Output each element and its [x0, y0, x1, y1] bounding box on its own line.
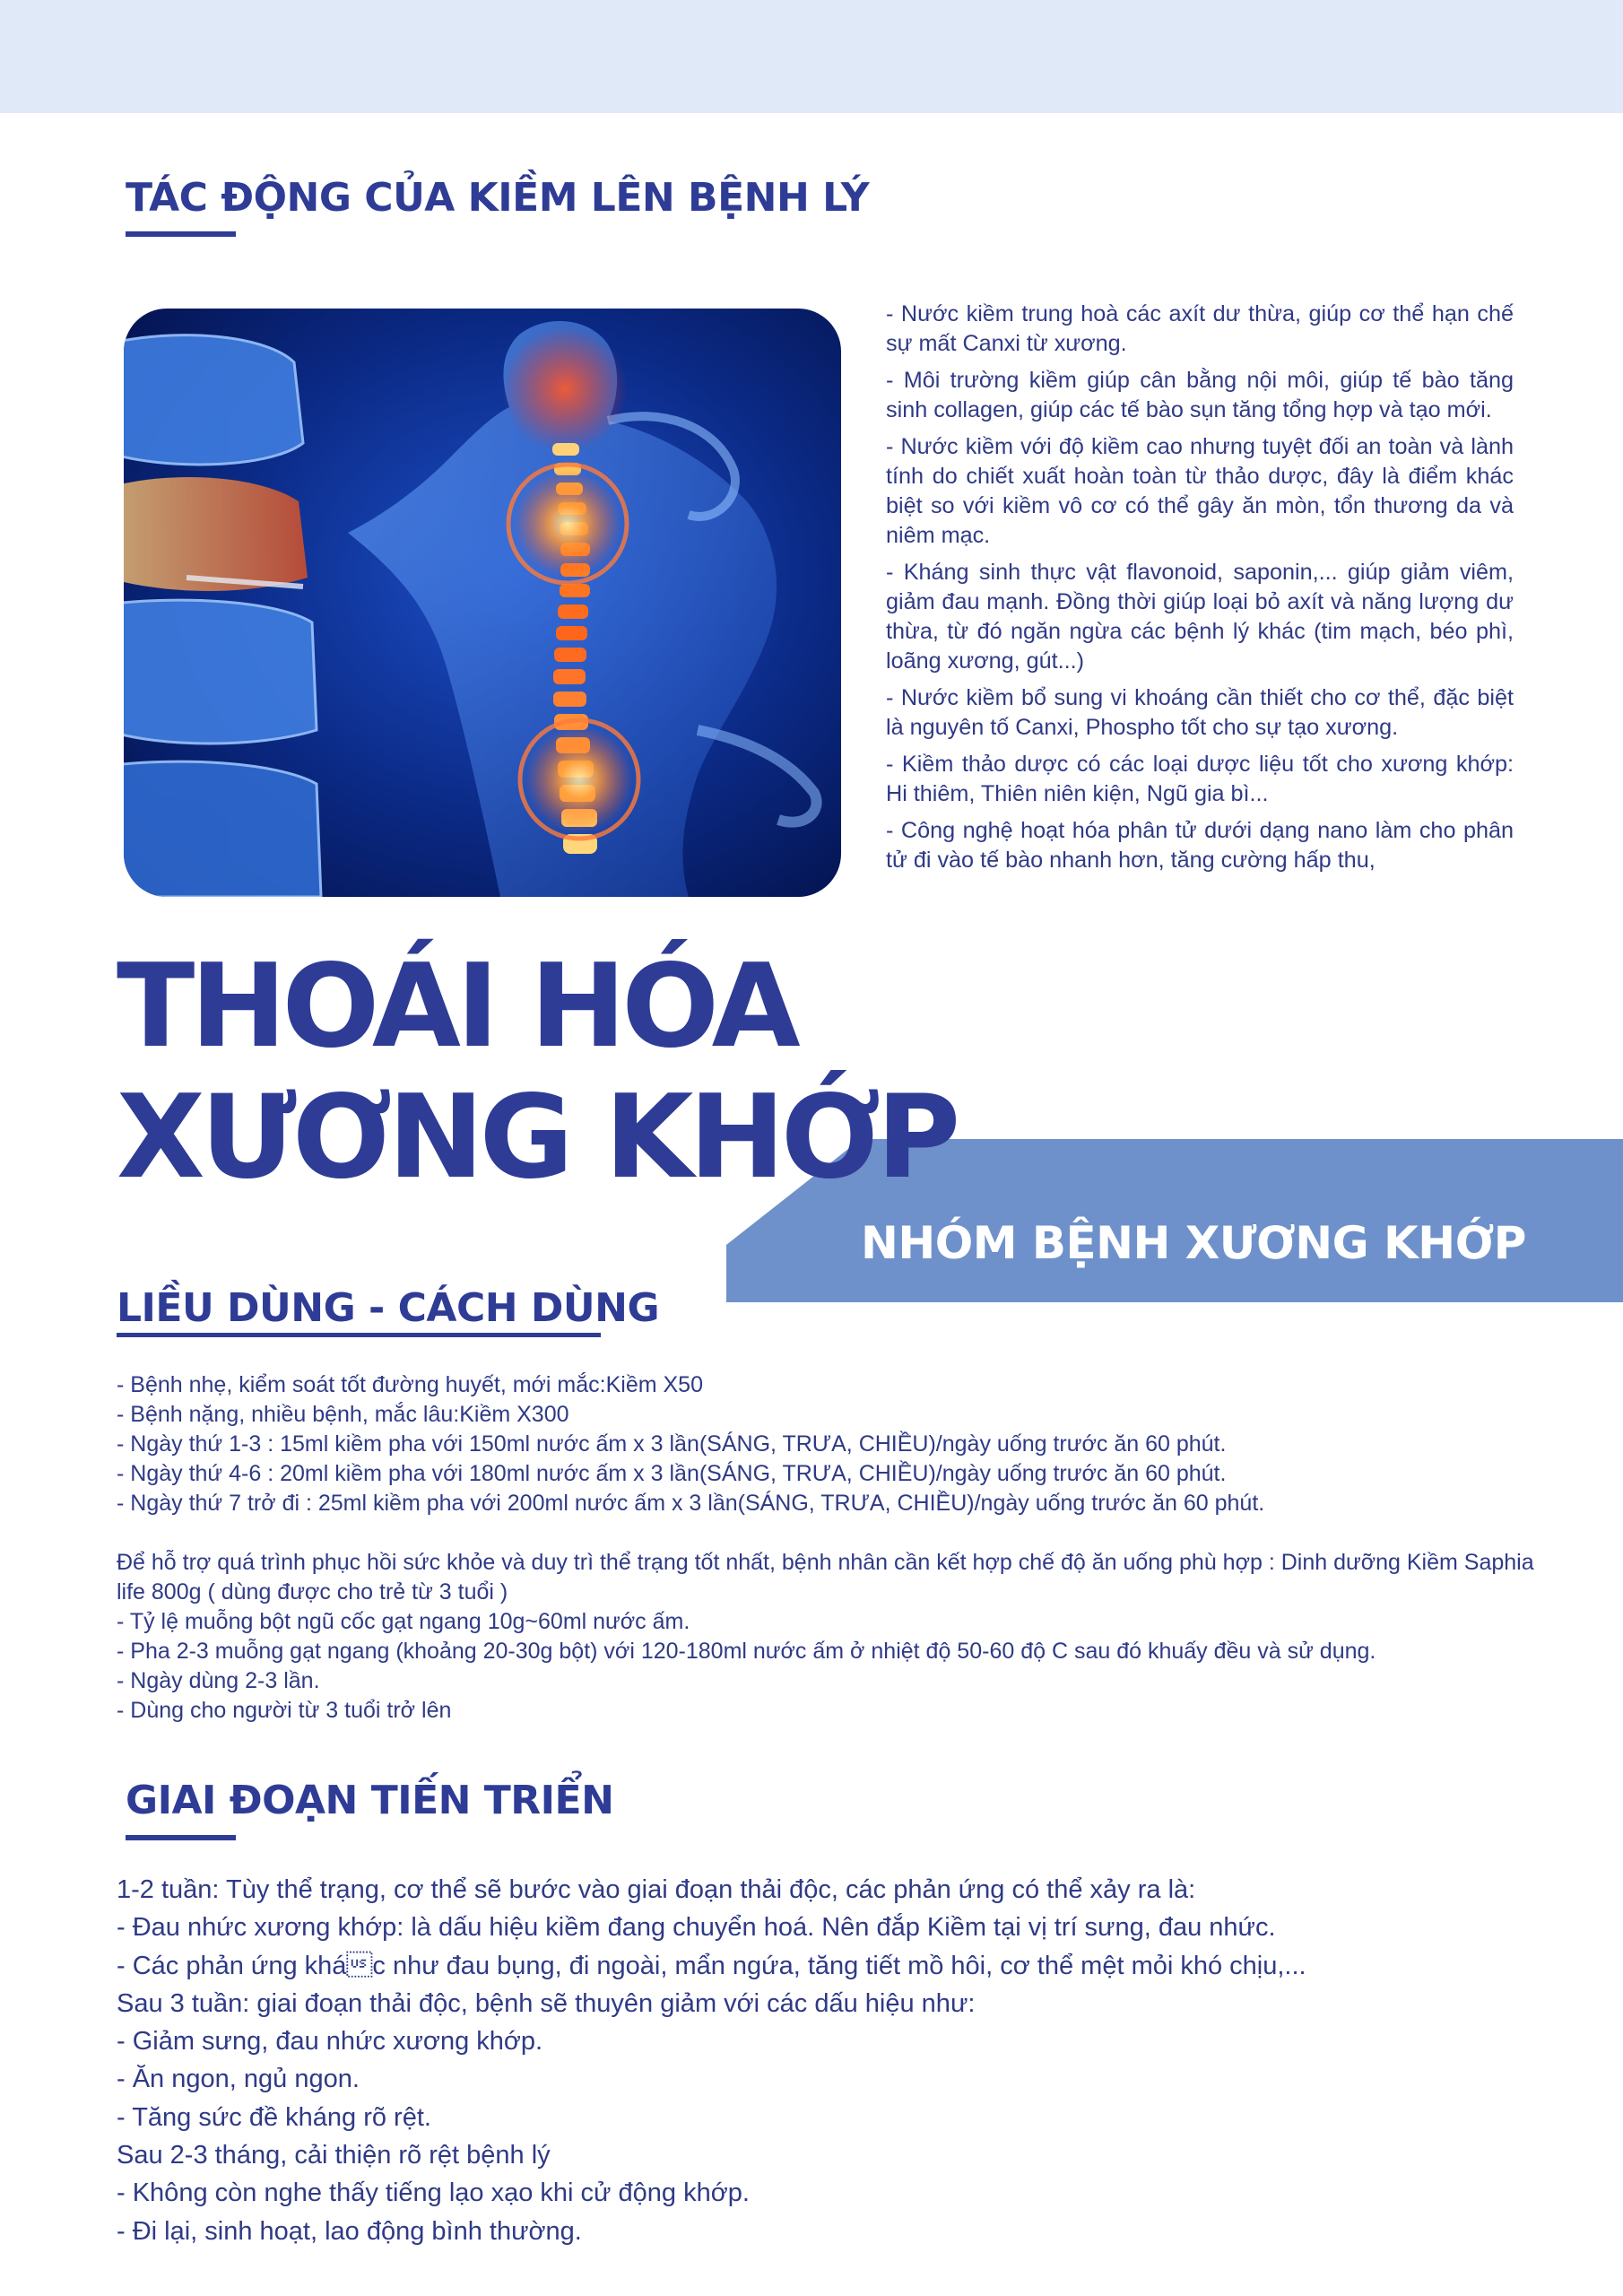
support-intro: Để hỗ trợ quá trình phục hồi sức khỏe và duy trì thể trạng tốt nhất, bệnh nhân cần kết hợp chế độ ăn uống phù hợp : Dinh dưỡng Kiềm Saphia life 800g ( dùng được cho trẻ từ 3 tuổi ): [117, 1550, 1534, 1605]
dosage-line: - Bệnh nặng, nhiều bệnh, mắc lâu:Kiềm X300: [117, 1402, 569, 1427]
top-band: [0, 0, 1623, 113]
dosage-heading: LIỀU DÙNG - CÁCH DÙNG: [117, 1285, 660, 1331]
stages-heading-underline: [126, 1835, 236, 1840]
stage-line: Sau 2-3 tháng, cải thiện rõ rệt bệnh lý: [117, 2141, 551, 2170]
stages-block: [117, 1871, 1551, 2250]
stage-line: - Không còn nghe thấy tiếng lạo xạo khi cử động khớp.: [117, 2179, 750, 2208]
impact-item: - Kiềm thảo dược có các loại dược liệu tốt cho xương khớp: Hi thiêm, Thiên niên kiện, Ngũ gia bì...: [886, 752, 1514, 806]
page-title-line-2: XƯƠNG KHỚP: [117, 1071, 957, 1205]
stage-line: - Ăn ngon, ngủ ngon.: [117, 2065, 360, 2094]
stage-line: - Đi lại, sinh hoạt, lao động bình thường.: [117, 2216, 582, 2246]
stage-line: 1-2 tuần: Tùy thể trạng, cơ thể sẽ bước vào giai đoạn thải độc, các phản ứng có thể xảy ra là:: [117, 1875, 1196, 1904]
dosage-line: - Ngày thứ 7 trở đi : 25ml kiềm pha với 200ml nước ấm x 3 lần(SÁNG, TRƯA, CHIỀU)/ngày uống trước ăn 60 phút.: [117, 1491, 1265, 1516]
support-line: - Tỷ lệ muỗng bột ngũ cốc gạt ngang 10g~60ml nước ấm.: [117, 1609, 690, 1634]
stage-line: - Tăng sức đề kháng rõ rệt.: [117, 2102, 431, 2132]
support-line: - Pha 2-3 muỗng gạt ngang (khoảng 20-30g bột) với 120-180ml nước ấm ở nhiệt độ 50-60 độ C sau đó khuấy đều và sử dụng.: [117, 1639, 1376, 1664]
stage-line: - Các phản ứng khá c như đau bụng, đi ngoài, mẩn ngứa, tăng tiết mồ hôi, cơ thể mệt mỏi khó chịu,...: [117, 1951, 1306, 1980]
impact-heading-underline: [126, 231, 236, 237]
impact-heading: TÁC ĐỘNG CỦA KIỀM LÊN BỆNH LÝ: [126, 175, 870, 221]
stage-line: - Đau nhức xương khớp: là dấu hiệu kiềm đang chuyển hoá. Nên đắp Kiềm tại vị trí sưng, đau nhức.: [117, 1913, 1276, 1943]
impact-item: - Môi trường kiềm giúp cân bằng nội môi, giúp tế bào tăng sinh collagen, giúp các tế bào sụn tăng tổng hợp và tạo mới.: [886, 368, 1514, 422]
dosage-heading-underline: [117, 1333, 601, 1337]
support-line: - Dùng cho người từ 3 tuổi trở lên: [117, 1698, 452, 1723]
stages-heading: GIAI ĐOẠN TIẾN TRIỂN: [126, 1778, 614, 1823]
impact-item: - Công nghệ hoạt hóa phân tử dưới dạng nano làm cho phân tử đi vào tế bào nhanh hơn, tăng cường hấp thu,: [886, 818, 1514, 873]
dosage-line: - Ngày thứ 1-3 : 15ml kiềm pha với 150ml nước ấm x 3 lần(SÁNG, TRƯA, CHIỀU)/ngày uống trước ăn 60 phút.: [117, 1431, 1227, 1457]
impact-item: - Nước kiềm với độ kiềm cao nhưng tuyệt đối an toàn và lành tính do chiết xuất hoàn toàn từ thảo dược, đây là điểm khác biệt so với kiềm vô cơ có thể gây ăn mòn, tổn thương da và niêm mạc.: [886, 434, 1514, 548]
spacer: [117, 1518, 1551, 1548]
group-label: NHÓM BỆNH XƯƠNG KHỚP: [861, 1217, 1526, 1269]
page-title-line-1: THOÁI HÓA: [117, 940, 796, 1074]
dosage-line: - Bệnh nhẹ, kiểm soát tốt đường huyết, mới mắc:Kiềm X50: [117, 1372, 703, 1397]
support-line: - Ngày dùng 2-3 lần.: [117, 1668, 320, 1693]
spine-xray-image: [124, 309, 841, 897]
impact-list: [886, 300, 1514, 883]
impact-item: - Nước kiềm trung hoà các axít dư thừa, giúp cơ thể hạn chế sự mất Canxi từ xương.: [886, 301, 1514, 356]
stage-line: - Giảm sưng, đau nhức xương khớp.: [117, 2027, 543, 2057]
impact-item: - Nước kiềm bổ sung vi khoáng cần thiết cho cơ thể, đặc biệt là nguyên tố Canxi, Phospho tốt cho sự tạo xương.: [886, 685, 1514, 740]
dosage-block: [117, 1370, 1551, 1726]
page-title: [117, 942, 956, 1204]
dosage-line: - Ngày thứ 4-6 : 20ml kiềm pha với 180ml nước ấm x 3 lần(SÁNG, TRƯA, CHIỀU)/ngày uống trước ăn 60 phút.: [117, 1461, 1227, 1486]
stage-line: Sau 3 tuần: giai đoạn thải độc, bệnh sẽ thuyên giảm với các dấu hiệu như:: [117, 1988, 976, 2018]
impact-item: - Kháng sinh thực vật flavonoid, saponin,... giúp giảm viêm, giảm đau mạnh. Đồng thời giúp loại bỏ axít và năng lượng dư thừa, từ đó ngăn ngừa các bệnh lý khác (tim mạch, béo phì, loãng xương, gút...): [886, 560, 1514, 674]
